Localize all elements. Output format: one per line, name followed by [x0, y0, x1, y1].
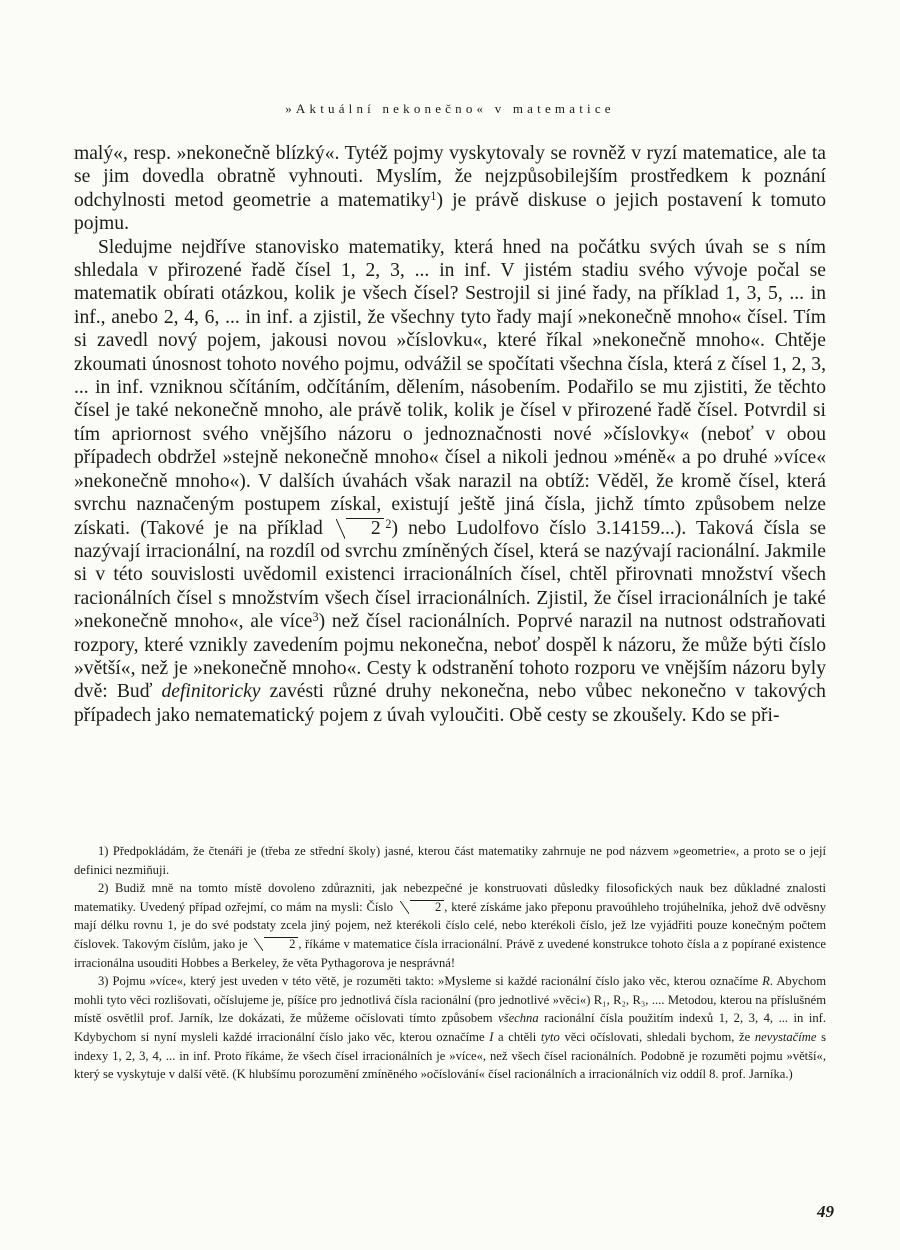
paragraph-1-text: malý«, resp. »nekonečně blízký«. Tytéž pojmy vyskytovaly se rovněž v ryzí matematice, ale ta se jim dovedla obratně vyhnouti. Myslím, že nejzpůsobilejším prostředkem k poznání odchylnosti metod geometrie a matematiky — [74, 143, 826, 211]
paragraph-2-text-a: Sledujme nejdříve stanovisko matematiky, která hned na počátku svých úvah se s ním shledala v přirozené řadě čísel 1, 2, 3, ... in inf. V jistém stadiu svého vývoje počal se matematik obírati otázkou, kolik je všech čísel? Sestrojil si jiné řady, na příklad 1, 3, 5, ... in inf., anebo 2, 4, 6, ... in inf. a zjistil, že všechny tyto řady mají »nekonečně mnoho« čísel. Tím si zavedl nový pojem, jakousi novou »číslovku«, které říkal »nekonečně mnoho«. Chtěje zkoumati únosnost tohoto nového pojmu, odvážil se spočítati všechna čísla, která z čísel 1, 2, 3, ... in inf. vzniknou sčítáním, odčítáním, dělením, násobením. Podařilo se mu zjistiti, že těchto čísel je také nekonečně mnoho, ale právě tolik, kolik je čísel v přirozené řadě čísel. Potvrdil si tím apriornost svého vnějšího názoru o jednoznačnosti nové »číslovky« (neboť v obou případech obdržel »stejně nekonečně mnoho« čísel a nikoli jednou »méně« a po druhé »více« »nekonečně mnoho«). V dalších úvahách však narazil na obtíž: Věděl, že kromě čísel, která svrchu naznačeným postupem získal, existují ještě jiná čísla, jichž tímto způsobem nelze získati. (Takové je na příklad — [74, 236, 826, 539]
footnote-ref-2: 2 — [385, 516, 392, 531]
footnote-3 — [74, 972, 826, 1084]
emphasis-tyto: tyto — [540, 1029, 560, 1044]
footnote-3-text-a: 3) Pojmu »více«, který jest uveden v této větě, je rozuměti takto: »Mysleme si každé racionální číslo jako věc, kterou označíme — [98, 974, 763, 989]
page-number: 49 — [817, 1202, 834, 1221]
emphasis-nevystacime: nevystačíme — [754, 1029, 817, 1044]
paragraph-1 — [74, 142, 826, 236]
footnote-2 — [74, 879, 826, 972]
footnote-2-text-b: , které získáme jako přeponu pravoúhleho trojúhelníka, jehož dvě odvěsny mají délku rovnu 1, je do své podstaty zcela jiný pojem, než kterékoli číslo celé, nebo kterékoli číslo, jež lze vyjádřiti pouze konečným počtem číslovek. Takovým číslům, jako je — [74, 899, 827, 951]
footnotes — [74, 842, 826, 1084]
paragraph-2-text-b: ) nebo Ludolfovo číslo 3.14159...). Taková čísla se nazývají irracionální, na rozdíl od svrchu zmíněných čísel, která se nazývají racionální. Jakmile si v této souvislosti uvědomil existenci irracionálních čísel, chtěl přirovnati množství všech racionálních čísel s množstvím všech čísel irracionálních. Zjistil, že čísel irracionálních je také »nekonečně mnoho«, ale více — [74, 517, 826, 633]
emphasis-definitoricky: definitoricky — [161, 681, 261, 703]
footnote-1: 1) Předpokládám, že čtenáři je (třeba ze střední školy) jasné, kterou část matematiky zahrnuje ne pod názvem »geometrie«, a proto se o její definici nezmiňuji. — [74, 844, 826, 877]
paragraph-2-text-c: ) než čísel racionálních. Poprvé narazil na nutnost odstraňovati rozpory, které vznikly zavedením pojmu nekonečna, neboť dospěl k názoru, že může býti číslo »větší«, než je »nekonečně mnoho«. Cesty k odstranění tohoto rozporu ve vnějším názoru byly dvě: Buď — [74, 611, 826, 703]
symbol-R: R — [762, 974, 770, 989]
footnote-ref-1: 1 — [430, 188, 437, 203]
symbol-I: I — [489, 1029, 494, 1044]
paragraph-2 — [74, 236, 826, 728]
sqrt-symbol-note-2: 2 — [264, 937, 298, 951]
running-head: »Aktuální nekonečno« v matematice — [285, 101, 615, 116]
emphasis-vsechna: všechna — [498, 1011, 539, 1026]
sqrt-symbol: 2 — [346, 518, 384, 540]
footnote-3-text-f: s indexy 1, 2, 3, 4, ... in inf. Proto říkáme, že všech čísel irracionálních je »více«, než všech čísel racionálních. Podobně je rozuměti pojmu »větší«, který se vyskytuje v další větě. (K hlubšímu porozumění zmíněného »očíslování« čísel racionálních a irracionálních viz oddíl 8. prof. Jarníka.) — [74, 1029, 826, 1082]
footnote-2-text-a: 2) Budiž mně na tomto místě dovoleno zdůrazniti, jak nebezpečné je konstruovati důsledky filosofických nauk bez důkladné znalosti matematiky. Uvedený případ ozřejmí, co mám na mysli: Číslo — [74, 881, 826, 914]
footnote-3-text-d: a chtěli — [493, 1029, 541, 1044]
footnote-3-text-c: racionální čísla použitím indexů 1, 2, 3, 4, ... in inf. Kdybychom si nyní mysleli každé irracionální číslo jako věc, kterou označíme — [74, 1011, 826, 1044]
paragraph-2-text-d: zavésti různé druhy nekonečna, nebo vůbec nekonečno v takových případech jako nematematický pojem z úvah vyloučiti. Obě cesty se zkoušely. Kdo se při- — [74, 681, 826, 726]
footnote-ref-3: 3 — [312, 610, 319, 625]
footnote-3-text-e: věci očíslovati, shledali bychom, že — [559, 1029, 755, 1044]
footnote-2-text-c: , říkáme v matematice čísla irracionální. Právě z uvedené konstrukce tohoto čísla a z popírané existence irracionálna usouditi Hobbes a Berkeley, že věta Pythagorova je nesprávná! — [74, 936, 826, 970]
sqrt-symbol-note: 2 — [410, 900, 444, 914]
footnote-3-text-b: . Abychom mohli tyto věci rozlišovati, očíslujeme je, píšíce pro jednotlivá čísla racionální (pro jednotlivé »věci«) R₁, R₂, R₃, .... Metodou, kterou na příslušném místě osvětlil prof. Jarník, lze dokázati, že můžeme očíslovati tímto způsobem — [74, 974, 826, 1026]
main-text — [74, 142, 826, 727]
paragraph-1-end: ) je právě diskuse o jejich postavení k tomuto pojmu. — [74, 189, 826, 235]
